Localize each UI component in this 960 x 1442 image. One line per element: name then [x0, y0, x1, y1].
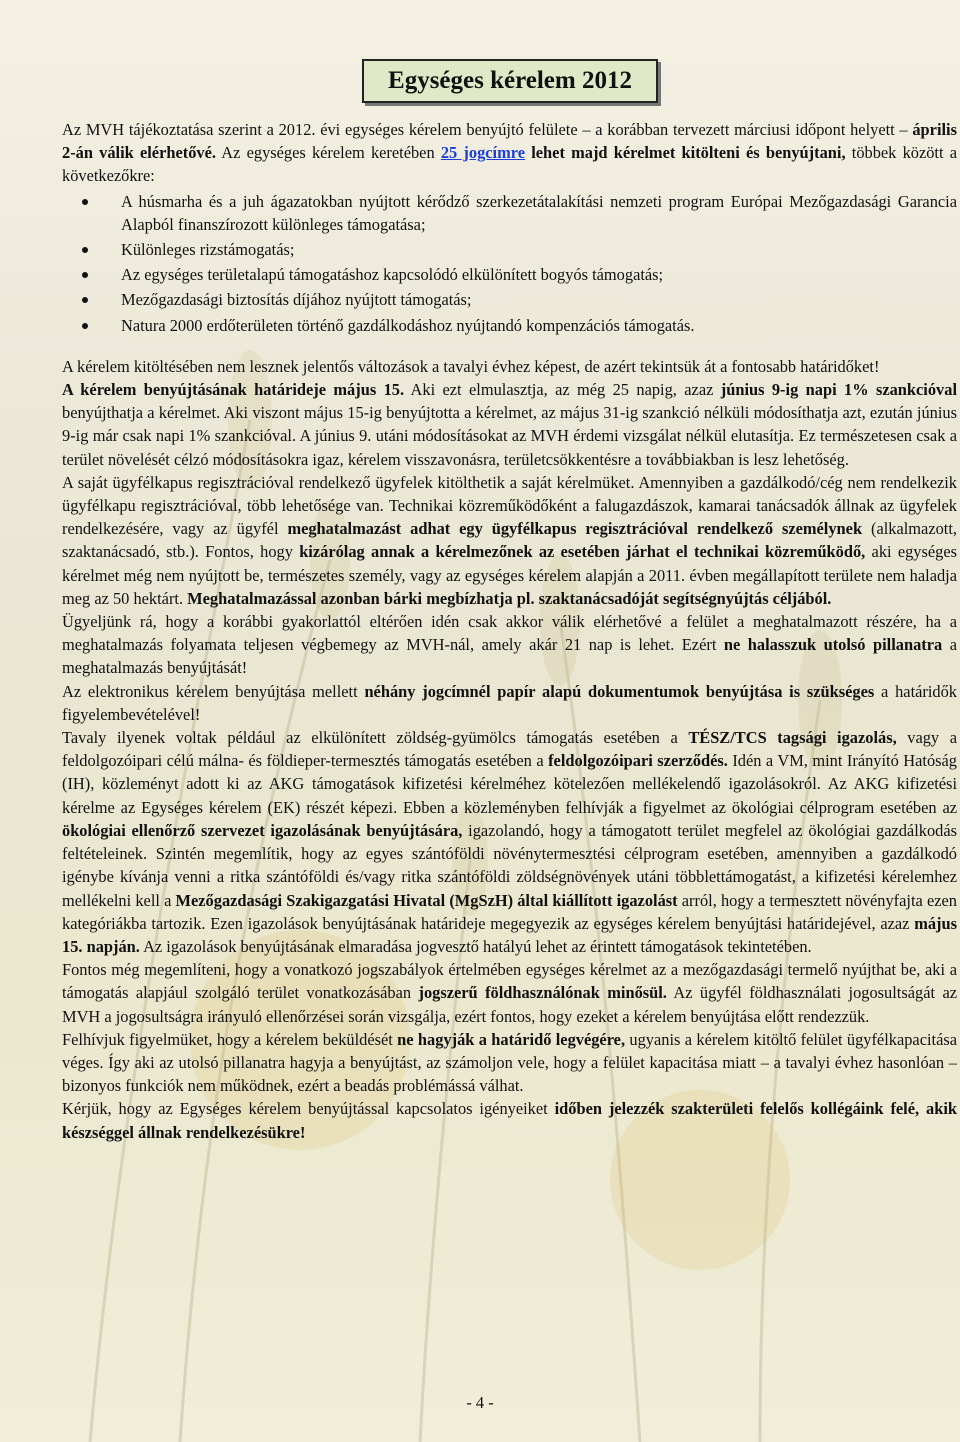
capacity-paragraph: Felhívjuk figyelmüket, hogy a kérelem beküldését ne hagyják a határidő legvégére, ugyanis a kérelem kitöltő felület ügyfélkapacitása véges. Így aki az utolsó pillanatra hagyja a benyújtást, az számoljon vele, hogy a felület kapacitása miatt – a tavalyi évhez hasonlóan – bizonyos funkciók nem működnek, ezért a beadás problémássá válhat.: [62, 1029, 958, 1096]
closing-paragraph: Kérjük, hogy az Egységes kérelem benyújtással kapcsolatos igényeiket időben jelezzék szakterületi felelős kollégáink felé, akik készséggel állnak rendelkezésükre!: [62, 1099, 957, 1142]
client-gate-paragraph: A saját ügyfélkapus regisztrációval rendelkező ügyfelek kitölthetik a saját kérelmüket. Amennyiben a gazdálkodó/cég nem rendelkezik ügyfélkapu regisztrációval, több lehetősége van. Technikai közreműködőként a falugazdászok, kamarai tanácsadók állnak az ügyfelek rendelkezésére, vagy az ügyfél meghatalmazást adhat egy ügyfélkapus regisztrációval rendelkező személynek (alkalmazott, szaktanácsadó, stb.). Fontos, hogy kizárólag annak a kérelmezőnek az esetében járhat el technikai közreműködő, aki egységes kérelmet még nem nyújtott be, természetes személy, vagy az egységes kérelem alapján a 2011. évben megállapított területe nem haladja meg az 50 hektárt. Meghatalmazással azonban bárki megbízhatja pl. szaktanácsadóját segítségnyújtás céljából.: [62, 472, 958, 608]
list-item: A húsmarha és a juh ágazatokban nyújtott kérődző szerkezetátalakítási nemzeti program Európai Mezőgazdasági Garancia Alapból finanszírozott különleges támogatása;: [62, 190, 957, 236]
land-use-paragraph: Fontos még megemlíteni, hogy a vonatkozó jogszabályok értelmében egységes kérelmet az a mezőgazdasági termelő nyújthat be, aki a támogatás alapjául szolgáló terület vonatkozásában jogszerű földhasználónak minősül. Az ügyfél földhasználati jogosultságát az MVH a jogosultságra irányuló ellenőrzései során vizsgálja, ezért fontos, hogy ezeket a kérelem benyújtása előtt rendezzük.: [62, 960, 957, 1026]
paper-documents-paragraph: Az elektronikus kérelem benyújtása mellett néhány jogcímnél papír alapú dokumentumok benyújtása is szükséges a határidők figyelembevételével!: [62, 681, 957, 724]
document-title: Egységes kérelem 2012: [362, 59, 658, 103]
bullet-icon: [82, 247, 88, 253]
bullet-icon: [82, 199, 88, 205]
intro-paragraph: Az MVH tájékoztatása szerint a 2012. évi egységes kérelem benyújtó felülete – a korábban tervezett márciusi időpont helyett – április 2-án válik elérhetővé. Az egységes kérelem keretében 25 jogcímre lehet majd kérelmet kitölteni és benyújtani, többek között a következőkre:: [62, 120, 958, 186]
list-item: Mezőgazdasági biztosítás díjához nyújtott támogatás;: [62, 288, 957, 311]
page-number: - 4 -: [466, 1393, 494, 1412]
jogcim-link[interactable]: 25 jogcímre: [440, 143, 526, 163]
list-item: Natura 2000 erdőterületen történő gazdálkodáshoz nyújtandó kompenzációs támogatás.: [62, 314, 957, 337]
support-list: [62, 190, 957, 337]
authorization-paragraph: Ügyeljünk rá, hogy a korábbi gyakorlattól eltérően idén csak akkor válik elérhetővé a felület a meghatalmazott részére, ha a meghatalmazás folyamata teljesen végbemegy az MVH-nál, amely akár 21 nap is lehet. Ezért ne halasszuk utolsó pillanatra a meghatalmazás benyújtását!: [62, 612, 957, 678]
certificates-paragraph: Tavaly ilyenek voltak például az elkülönített zöldség-gyümölcs támogatás esetében a TÉSZ/TCS tagsági igazolás, vagy a feldolgozóipari célú málna- és földieper-termesztés támogatás esetében a feldolgozóipari szerződés. Idén a VM, mint Irányító Hatóság (IH), közleményt adott ki az AKG támogatások kifizetési kérelméhez kötelezően mellékelendő igazolásokról. Az AKG kifizetési kérelme az Egységes kérelem (EK) részét képezi. Ebben a közleményben felhívják a figyelmet az ökológiai célprogram esetében az ökológiai ellenőrző szervezet igazolásának benyújtására, igazolandó, hogy a támogatott terület megfelel az ökológiai gazdálkodás feltételeinek. Szintén megemlítik, hogy az egyes szántóföldi növénytermesztési célprogram esetében, amennyiben a gazdálkodó igénybe kívánja venni a ritka szántóföldi és/vagy ritka szántóföldi zöldségnövények utáni többlettámogatást, a kifizetési kérelemhez mellékelni kell a Mezőgazdasági Szakigazgatási Hivatal (MgSzH) által kiállított igazolást arról, hogy a termesztett növényfajta ezen kategóriákba tartozik. Ezen igazolások benyújtásának határideje megegyezik az egységes kérelem benyújtási határidejével, azaz május 15. napján. Az igazolások benyújtásának elmaradása jogvesztő hatályú lehet az érintett támogatások tekintetében.: [62, 728, 958, 956]
deadline-paragraph: A kérelem benyújtásának határideje május 15. Aki ezt elmulasztja, az még 25 napig, azaz június 9-ig napi 1% szankcióval benyújthatja a kérelmet. Aki viszont május 15-ig benyújtotta a kérelmet, az május 31-ig szankció nélküli módosíthatja azt, ezután június 9-ig már csak napi 1% szankcióval. A június 9. utáni módosításokat az MVH érdemi vizsgálat nélkül elutasítja. Ez természetesen csak a terület növelését célzó módosításokra igaz, kérelem visszavonásra, területcsökkentésre a továbbiakban is lesz lehetőség.: [62, 380, 958, 469]
document-body: [62, 118, 957, 1144]
deadlines-intro-paragraph: A kérelem kitöltésében nem lesznek jelentős változások a tavalyi évhez képest, de azért tekintsük át a fontosabb határidőket!: [62, 356, 880, 376]
bullet-icon: [82, 272, 88, 278]
list-item: Az egységes területalapú támogatáshoz kapcsolódó elkülönített bogyós támogatás;: [62, 263, 957, 286]
bullet-icon: [82, 297, 88, 303]
bullet-icon: [82, 323, 88, 329]
list-item: Különleges rizstámogatás;: [62, 238, 957, 261]
